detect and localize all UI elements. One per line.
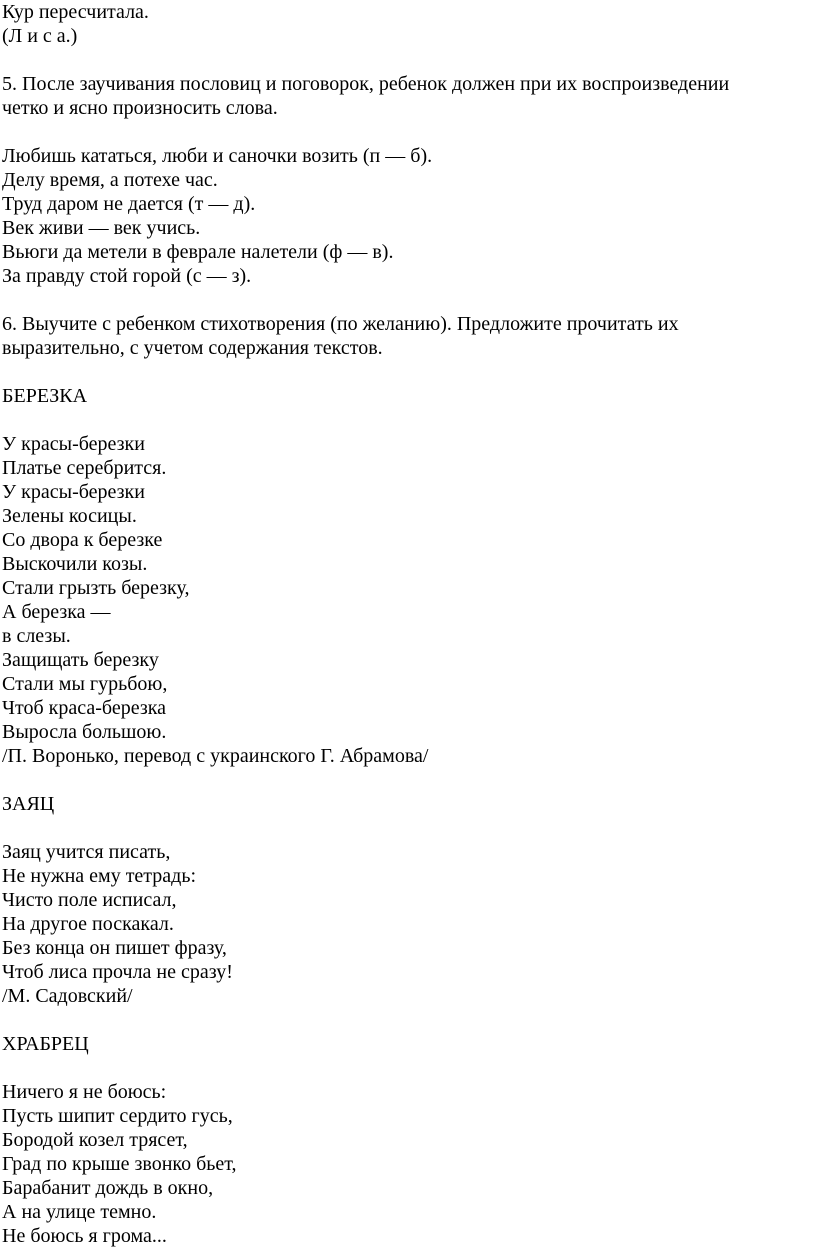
poem-zayats [2, 792, 816, 1008]
proverbs-list [2, 144, 816, 288]
spacer [2, 360, 816, 384]
poem-line: Чтоб лиса прочла не сразу! [2, 961, 233, 983]
poem-title: ХРАБРЕЦ [2, 1033, 89, 1055]
text-line: 5. После заучивания пословиц и поговорок, ребенок должен при их воспроизведении [2, 73, 730, 95]
poem-line: Стали мы гурьбою, [2, 673, 168, 695]
text-line: Кур пересчитала. [2, 1, 149, 23]
proverb-line: За правду стой горой (с — з). [2, 265, 252, 287]
poem-line: У красы-березки [2, 481, 145, 503]
text-line: 6. Выучите с ребенком стихотворения (по желанию). Предложите прочитать их [2, 313, 679, 335]
text-line: выразительно, с учетом содержания текстов. [2, 337, 383, 359]
poem-khrabrets [2, 1032, 816, 1248]
poem-line: А березка — [2, 601, 111, 623]
spacer [2, 768, 816, 792]
poem-line: Со двора к березке [2, 529, 163, 551]
spacer [2, 1056, 816, 1080]
poem-line: Бородой козел трясет, [2, 1129, 188, 1151]
poem-line: Чтоб краса-березка [2, 697, 167, 719]
poem-line: Выскочили козы. [2, 553, 148, 575]
proverb-line: Делу время, а потехе час. [2, 169, 218, 191]
proverb-line: Любишь кататься, люби и саночки возить (п — б). [2, 145, 433, 167]
text-line: четко и ясно произносить слова. [2, 97, 278, 119]
text-line: (Л и с а.) [2, 25, 78, 47]
spacer [2, 48, 816, 72]
intro-block [2, 0, 816, 48]
spacer [2, 408, 816, 432]
spacer [2, 120, 816, 144]
spacer [2, 816, 816, 840]
poem-line: Чисто поле исписал, [2, 889, 177, 911]
proverb-line: Век живи — век учись. [2, 217, 201, 239]
spacer [2, 1008, 816, 1032]
poem-title: БЕРЕЗКА [2, 385, 88, 407]
poem-line: Стали грызть березку, [2, 577, 190, 599]
poem-line: Град по крыше звонко бьет, [2, 1153, 237, 1175]
poem-line: Ничего я не боюсь: [2, 1081, 167, 1103]
poem-line: в слезы. [2, 625, 71, 647]
poem-line: У красы-березки [2, 433, 145, 455]
poem-line: На другое поскакал. [2, 913, 174, 935]
proverb-line: Труд даром не дается (т — д). [2, 193, 256, 215]
poem-line: Барабанит дождь в окно, [2, 1177, 214, 1199]
poem-line: Заяц учится писать, [2, 841, 171, 863]
poem-title: ЗАЯЦ [2, 793, 55, 815]
poem-author: /П. Воронько, перевод с украинского Г. Абрамова/ [2, 745, 429, 767]
spacer [2, 288, 816, 312]
poem-author: /М. Садовский/ [2, 985, 133, 1007]
poem-line: Не боюсь я грома... [2, 1225, 167, 1247]
poem-line: А на улице темно. [2, 1201, 157, 1223]
poem-line: Зелены косицы. [2, 505, 137, 527]
item-5-paragraph [2, 72, 816, 120]
poem-berezka [2, 384, 816, 768]
poem-line: Пусть шипит сердито гусь, [2, 1105, 233, 1127]
item-6-paragraph [2, 312, 816, 360]
poem-line: Платье серебрится. [2, 457, 167, 479]
proverb-line: Вьюги да метели в феврале налетели (ф — в). [2, 241, 394, 263]
poem-line: Без конца он пишет фразу, [2, 937, 227, 959]
poem-line: Защищать березку [2, 649, 159, 671]
poem-line: Выросла большою. [2, 721, 167, 743]
poem-line: Не нужна ему тетрадь: [2, 865, 197, 887]
